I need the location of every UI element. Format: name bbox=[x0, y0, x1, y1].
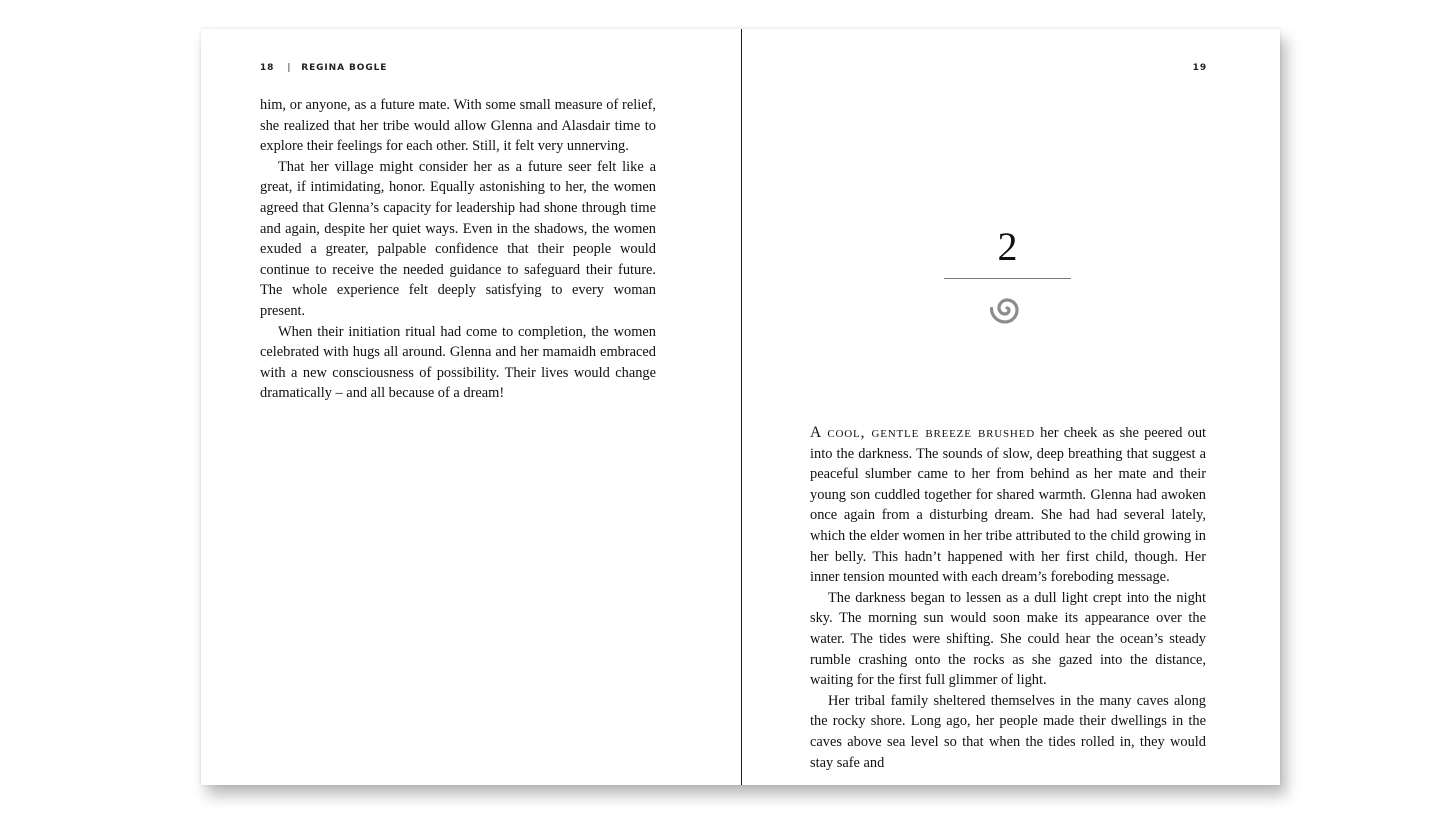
right-page bbox=[742, 29, 1280, 785]
author-name: REGINA BOGLE bbox=[301, 63, 388, 73]
running-head bbox=[260, 63, 387, 73]
book-spread bbox=[201, 29, 1280, 785]
running-head-separator: | bbox=[287, 63, 292, 73]
paragraph: When their initiation ritual had come to completion, the women celebrated with hugs all around. Glenna and her mamaidh embraced with a new consciousness of possibility. Their lives would change dramatically – and all because of a dream! bbox=[260, 323, 656, 402]
chapter-lead-in: A cool, gentle breeze brushed bbox=[810, 424, 1035, 441]
chapter-rule bbox=[944, 278, 1071, 279]
left-page bbox=[201, 29, 741, 785]
body-text bbox=[810, 423, 1206, 773]
body-text bbox=[260, 95, 656, 404]
chapter-number: 2 bbox=[997, 224, 1018, 269]
paragraph-text: her cheek as she peered out into the darkness. The sounds of slow, deep breathing that suggest a peaceful slumber came to her from behind as her mate and their young son cuddled together for shared warmth. Glenna had awoken once again from a disturbing dream. She had had several lately, which the elder women in her tribe attributed to the child growing in her belly. This hadn’t happened with her first child, though. Her inner tension mounted with each dream’s foreboding message. bbox=[810, 425, 1207, 586]
page-number: 18 bbox=[260, 63, 275, 73]
page-number: 19 bbox=[1192, 63, 1207, 73]
paragraph: The darkness began to lessen as a dull light crept into the night sky. The morning sun would soon make its appearance over the water. The tides were shifting. She could hear the ocean’s steady rumble crashing onto the rocks as she gazed into the distance, waiting for the first full glimmer of light. bbox=[810, 589, 1206, 689]
paragraph: That her village might consider her as a future seer felt like a great, if intimidating, honor. Equally astonishing to her, the women agreed that Glenna’s capacity for leadership had shone through time and again, despite her quiet ways. Even in the shadows, the women exuded a greater, palpable confidence that their people would continue to receive the needed guidance to safeguard their future. The whole experience felt deeply satisfying to every woman present. bbox=[260, 158, 656, 319]
spiral-icon bbox=[990, 291, 1024, 325]
paragraph bbox=[810, 423, 1206, 588]
paragraph: him, or anyone, as a future mate. With some small measure of relief, she realized that her tribe would allow Glenna and Alasdair time to explore their feelings for each other. Still, it felt very unnerving. bbox=[260, 97, 656, 155]
paragraph: Her tribal family sheltered themselves in the many caves along the rocky shore. Long ago, her people made their dwellings in the caves above sea level so that when the tides rolled in, they would stay safe and bbox=[810, 692, 1206, 771]
